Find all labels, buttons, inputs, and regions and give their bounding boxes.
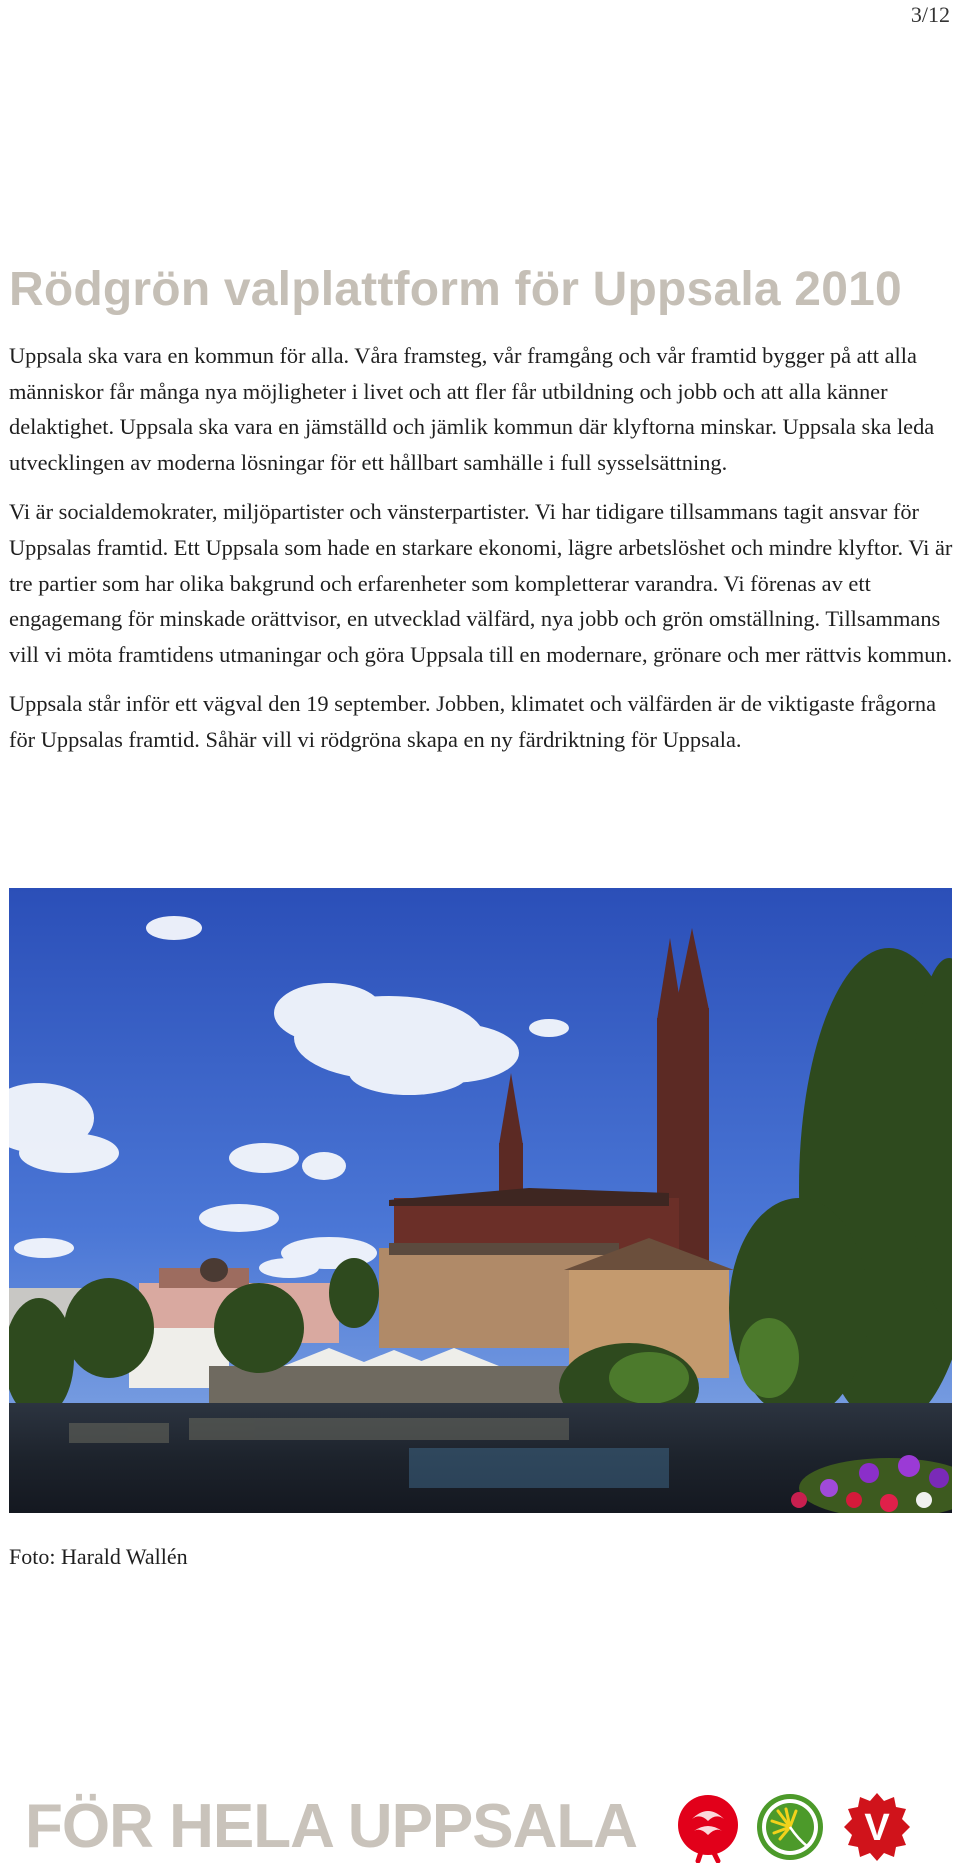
dandelion-logo-icon [757, 1794, 823, 1860]
v-logo-letter: V [864, 1807, 890, 1849]
photo-caption: Foto: Harald Wallén [9, 1544, 188, 1569]
footer-slogan: FÖR HELA UPPSALA [25, 1792, 638, 1861]
paragraph-2: Vi är socialdemokrater, miljöpartister och vänsterpartister. Vi har tidigare tillsammans tagit ansvar för Uppsalas framtid. Ett Uppsala som hade en starkare ekonomi, lägre arbetslöshet och mindre klyftor. Vi är tre partier som har olika bakgrund och erfarenheter som kompletterar varandra. Vi förenas av ett engagemang för minskade orättvisor, en utvecklad välfärd, nya jobb och grön omställning. Tillsammans vill vi möta framtidens utmaningar och göra Uppsala till en modernare, grönare och mer rättvis kommun. [9, 499, 953, 667]
rose-logo-icon [678, 1795, 738, 1861]
v-logo-icon [844, 1793, 910, 1861]
body-text [9, 338, 955, 772]
cathedral-photo [9, 888, 952, 1513]
document-title: Rödgrön valplattform för Uppsala 2010 [9, 263, 902, 316]
party-logos [672, 1791, 912, 1863]
page-number: 3/12 [910, 2, 950, 27]
paragraph-3: Uppsala står inför ett vägval den 19 september. Jobben, klimatet och välfärden är de viktigaste frågorna för Uppsalas framtid. Såhär vill vi rödgröna skapa en ny färdriktning för Uppsala. [9, 691, 937, 752]
paragraph-1: Uppsala ska vara en kommun för alla. Våra framsteg, vår framgång och vår framtid bygger på att alla människor får många nya möjligheter i livet och att fler får utbildning och jobb och att alla känner delaktighet. Uppsala ska vara en jämställd och jämlik kommun där klyftorna minskar. Uppsala ska leda utvecklingen av moderna lösningar för ett hållbart samhälle i full sysselsättning. [9, 343, 935, 475]
